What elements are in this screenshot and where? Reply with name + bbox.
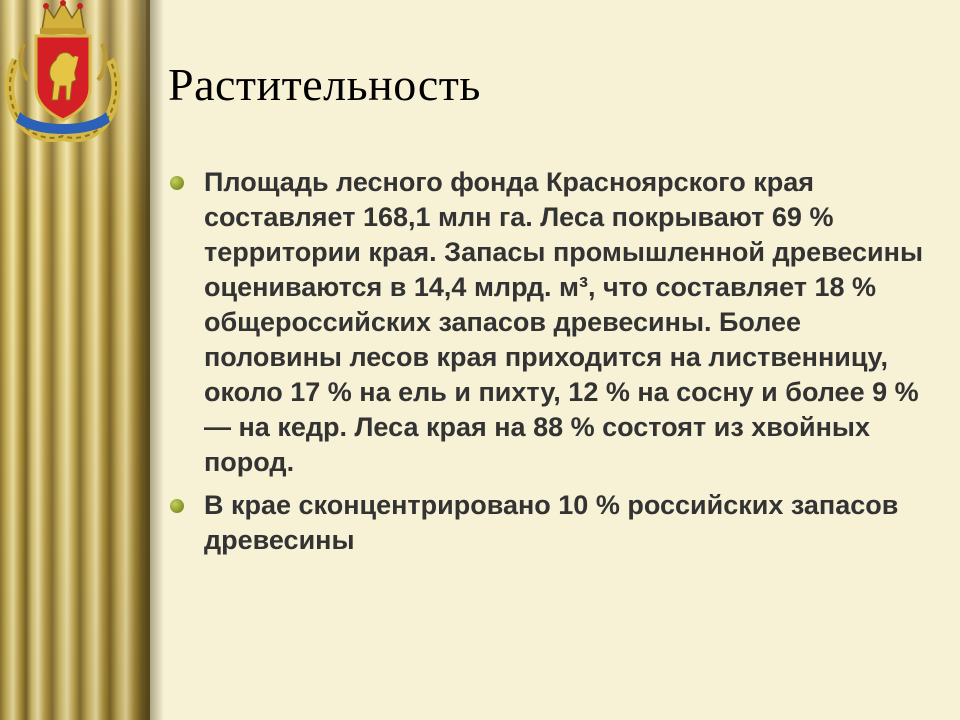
olive-bullet-icon <box>170 499 184 513</box>
slide-title: Растительность <box>168 59 481 110</box>
list-item <box>168 488 938 558</box>
olive-bullet-icon <box>170 176 184 190</box>
list-item <box>168 165 938 480</box>
bullet-text: В крае сконцентрировано 10 % российских запасов древесины <box>204 490 899 555</box>
bullet-list <box>168 165 938 566</box>
bullet-text: Площадь лесного фонда Красноярского края составляет 168,1 млн га. Леса покрывают 69 % территории края. Запасы промышленной древесины оцениваются в 14,4 млрд. м³, что составляет 18 % общероссийских запасов древесины. Более половины лесов края приходится на лиственницу, около 17 % на ель и пихту, 12 % на сосну и более 9 % — на кедр. Леса края на 88 % состоят из хвойных пород. <box>204 167 924 477</box>
columns-shadow <box>146 0 164 720</box>
coat-of-arms-icon <box>2 0 124 142</box>
